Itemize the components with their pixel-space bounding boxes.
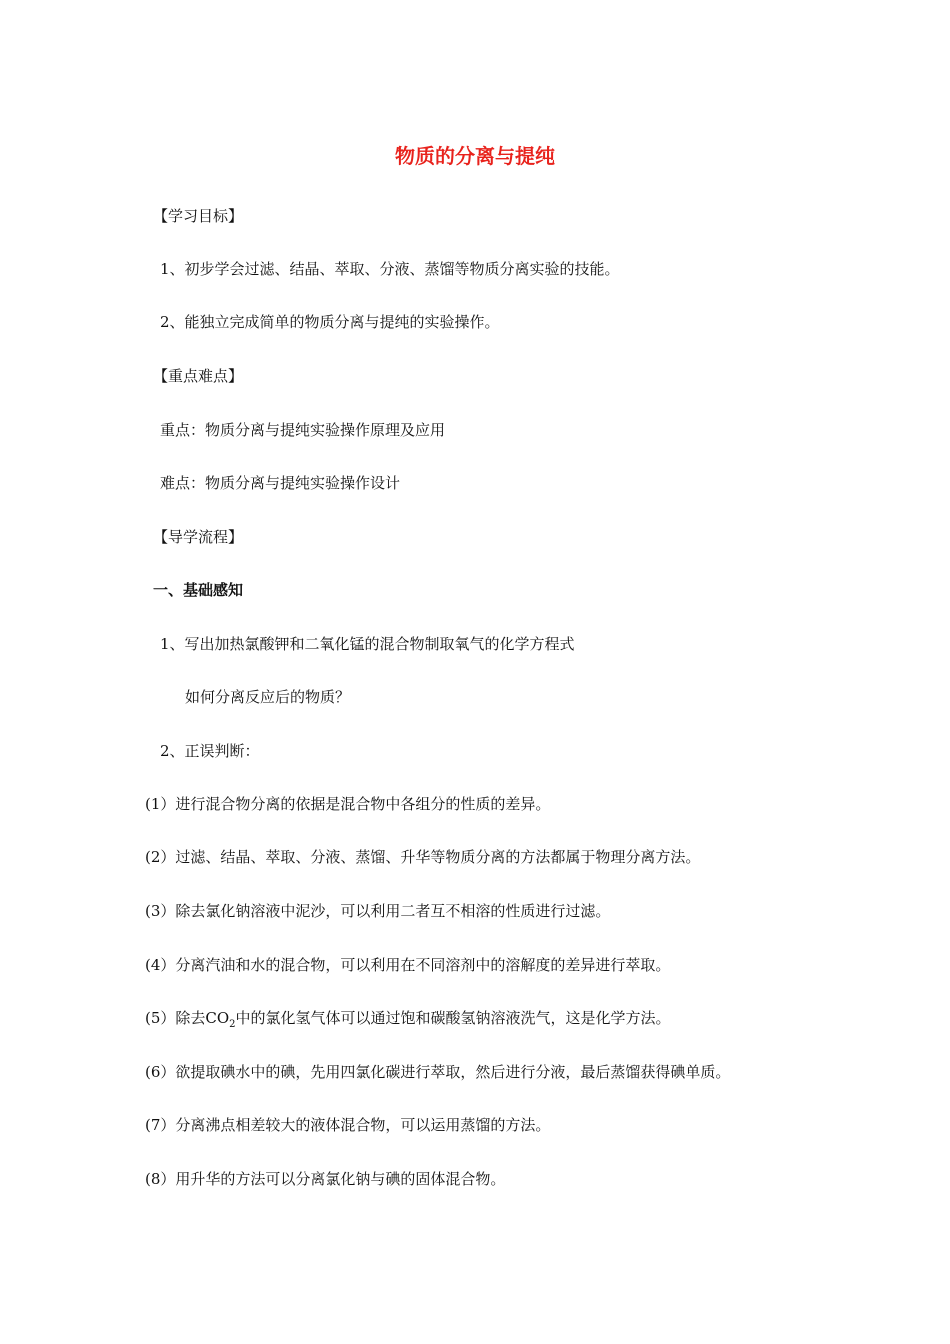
objective-item-2: 2、能独立完成简单的物质分离与提纯的实验操作。 [160,313,500,331]
objective-item-1: 1、初步学会过滤、结晶、萃取、分液、蒸馏等物质分离实验的技能。 [160,260,620,278]
judgment-item-5 [145,1008,671,1028]
judgment-item-8: (8）用升华的方法可以分离氯化钠与碘的固体混合物。 [145,1170,506,1188]
keypoints-heading: 【重点难点】 [153,367,244,385]
question-2: 2、正误判断： [160,742,260,760]
judgment-item-2: (2）过滤、结晶、萃取、分液、蒸馏、升华等物质分离的方法都属于物理分离方法。 [145,848,701,866]
judgment-item-5-suffix: 中的氯化氢气体可以通过饱和碳酸氢钠溶液洗气，这是化学方法。 [235,1009,671,1027]
keypoint-text: 重点：物质分离与提纯实验操作原理及应用 [160,421,446,439]
question-1-sub: 如何分离反应后的物质？ [185,688,351,706]
document-title: 物质的分离与提纯 [395,144,555,168]
judgment-item-7: (7）分离沸点相差较大的液体混合物，可以运用蒸馏的方法。 [145,1116,551,1134]
section-heading-basic: 一、基础感知 [153,581,244,599]
question-1: 1、写出加热氯酸钾和二氧化锰的混合物制取氧气的化学方程式 [160,635,575,653]
difficulty-text: 难点：物质分离与提纯实验操作设计 [160,474,401,492]
co2-subscript: 2 [229,1019,236,1030]
judgment-item-1: (1）进行混合物分离的依据是混合物中各组分的性质的差异。 [145,795,551,813]
judgment-item-5-prefix: (5）除去CO [145,1009,230,1027]
judgment-item-3: (3）除去氯化钠溶液中泥沙，可以利用二者互不相溶的性质进行过滤。 [145,902,611,920]
judgment-item-4: (4）分离汽油和水的混合物，可以利用在不同溶剂中的溶解度的差异进行萃取。 [145,956,671,974]
process-heading: 【导学流程】 [153,528,244,546]
objectives-heading: 【学习目标】 [153,207,244,225]
judgment-item-6: (6）欲提取碘水中的碘，先用四氯化碳进行萃取，然后进行分液，最后蒸馏获得碘单质。 [145,1063,731,1081]
